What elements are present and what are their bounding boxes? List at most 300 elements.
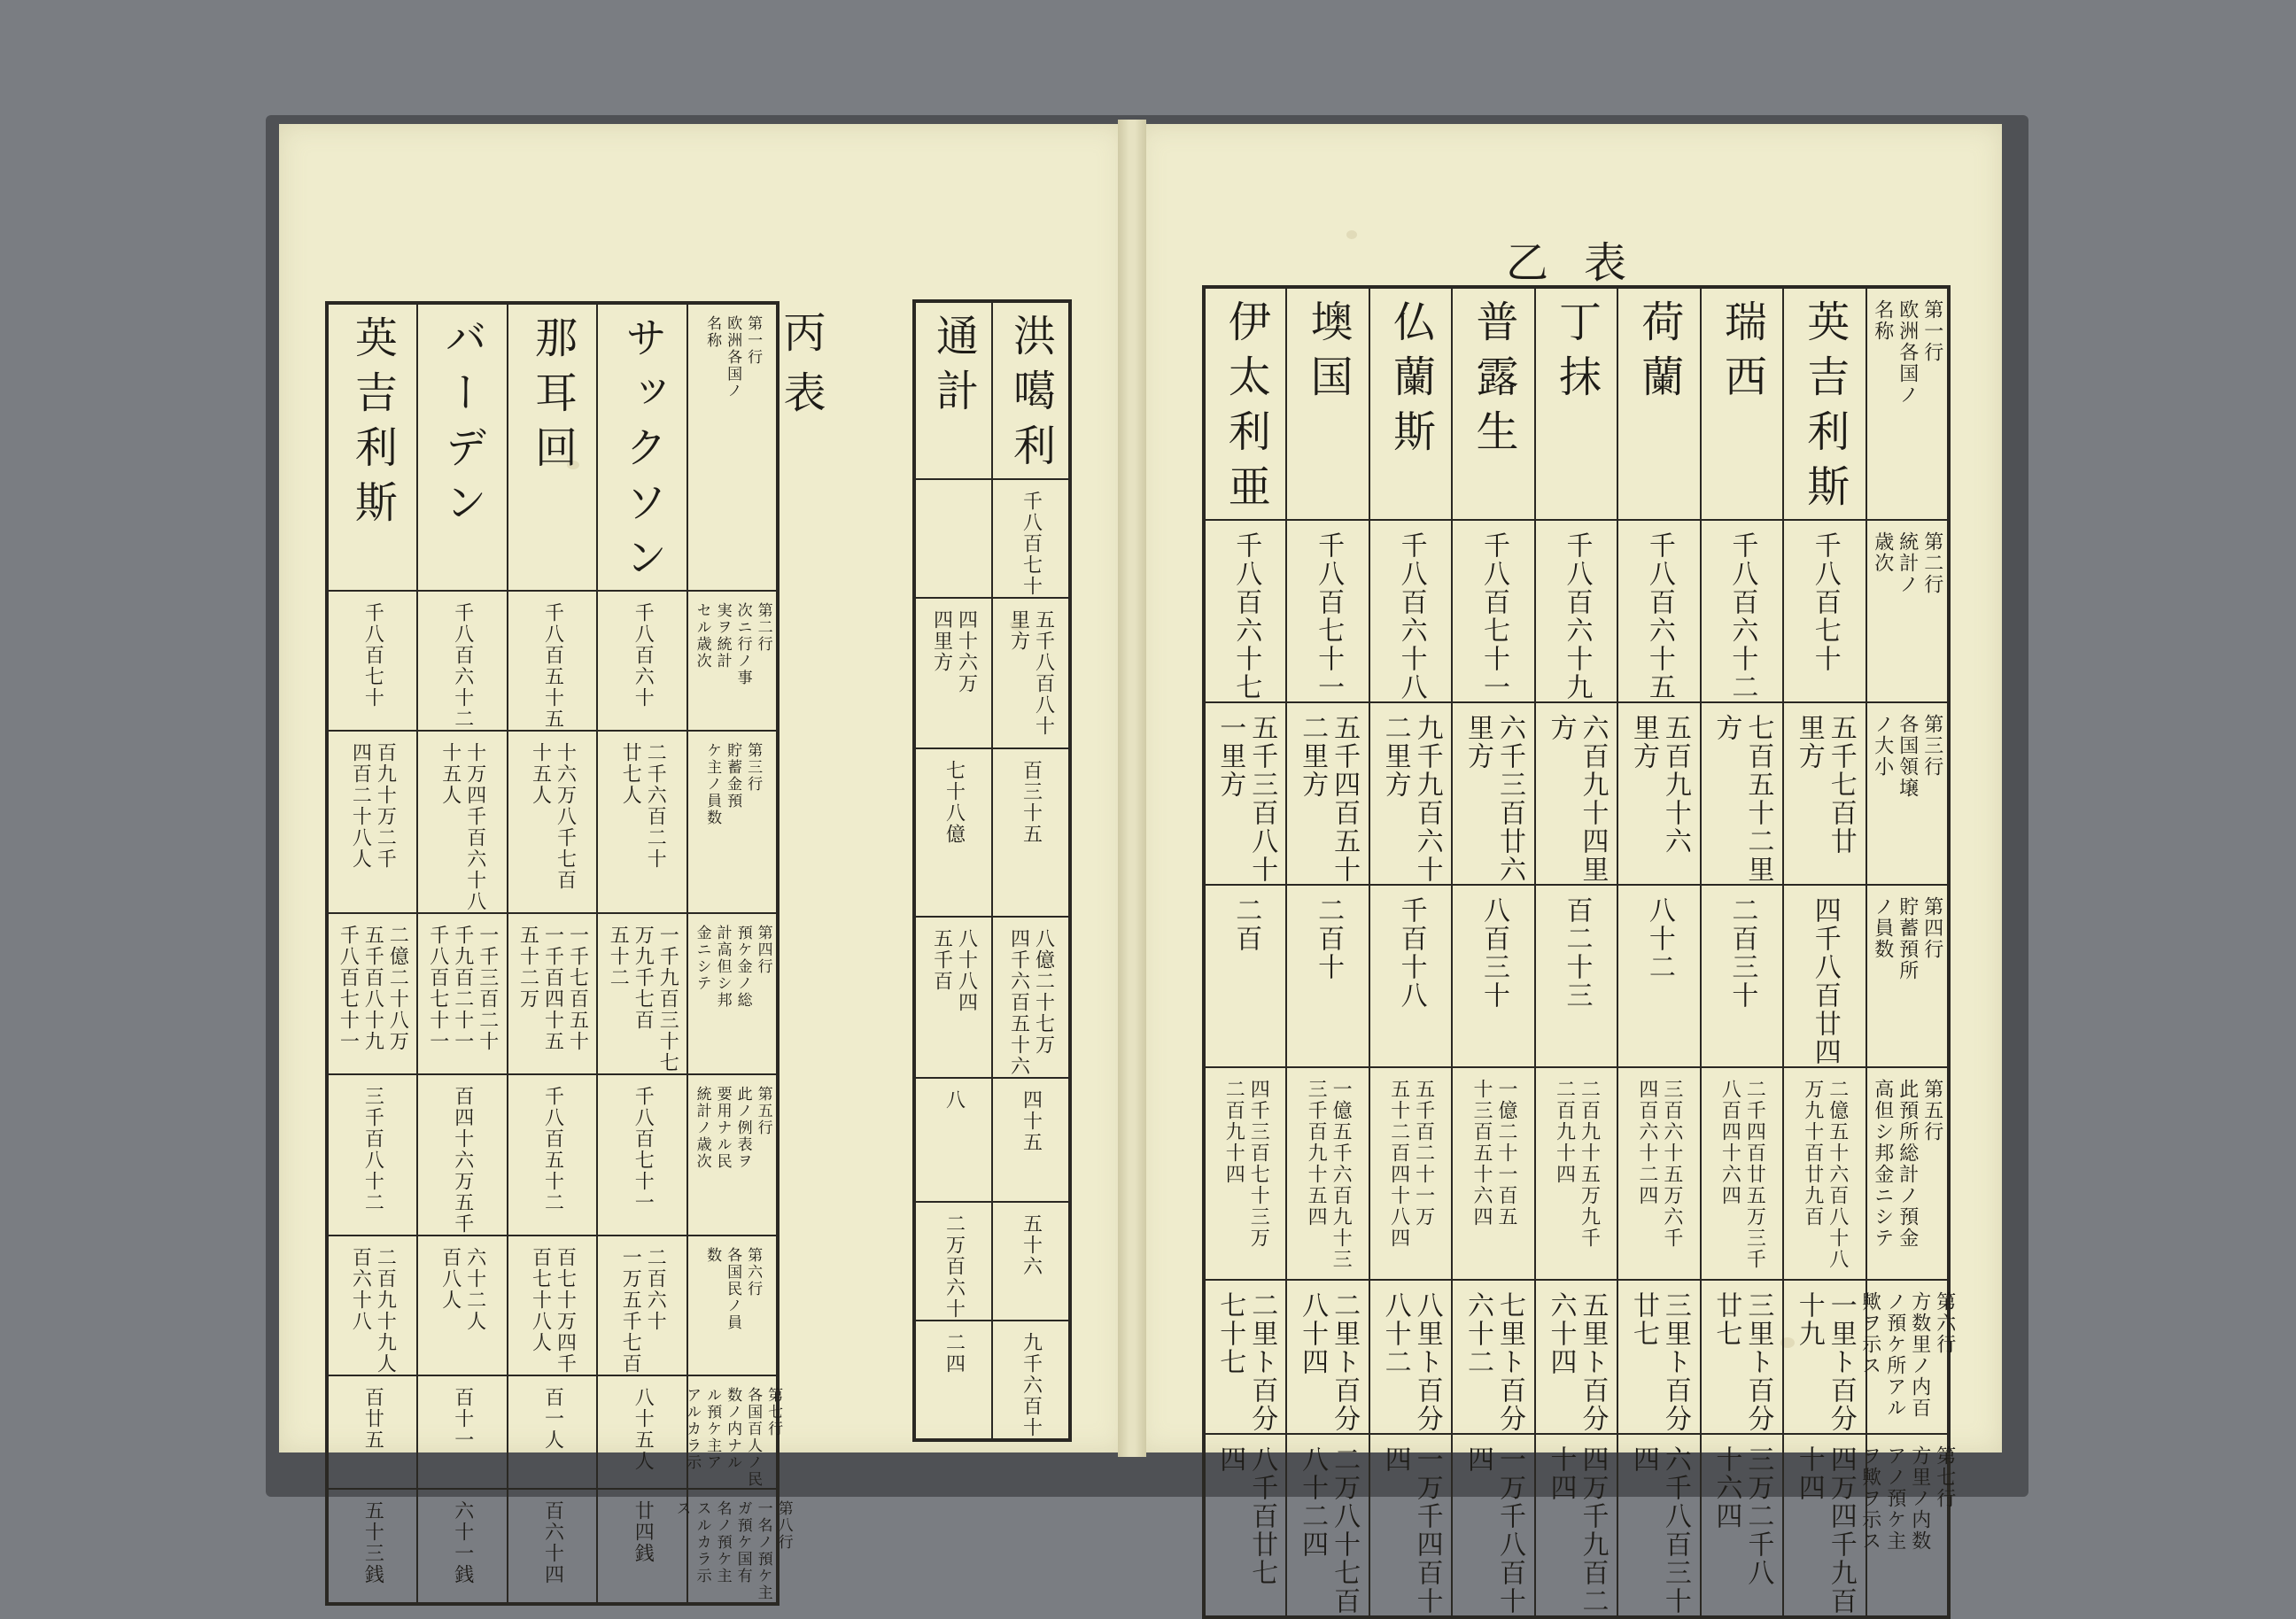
cell-line: 五千七百廿: [1825, 714, 1857, 856]
cell-line: 丁抹: [1551, 299, 1602, 409]
cell-line: 二里ト百分: [1329, 1291, 1361, 1433]
cell-line: 瑞西: [1717, 299, 1767, 409]
data-cell-text: [1702, 521, 1782, 701]
cell-line: 三万二千八: [1742, 1445, 1774, 1587]
cell-line: 通計: [928, 314, 979, 423]
cell-line: 二千四百廿五万三千: [1743, 1079, 1766, 1270]
data-cell: [1617, 1280, 1700, 1434]
data-cell-text: [1536, 886, 1617, 1066]
cell-line: 一千百四十五: [541, 925, 564, 1052]
data-cell: [1286, 520, 1369, 702]
data-cell: [508, 1375, 598, 1489]
cell-line: 百九十万二千: [374, 742, 397, 870]
cell-line: 百三十五: [1020, 760, 1043, 845]
cell-line: 百廿五: [361, 1387, 384, 1451]
data-cell: [327, 913, 417, 1074]
data-cell: [417, 591, 508, 731]
cell-line: 里方: [1793, 714, 1825, 771]
data-cell-text: [1784, 521, 1865, 701]
cell-line: 里方: [1627, 714, 1659, 771]
cell-line: 三百六十五万六千: [1660, 1079, 1683, 1249]
row-header-text: [1858, 1281, 1956, 1433]
data-cell-text: [1453, 521, 1533, 701]
data-cell-text: [1370, 521, 1451, 701]
data-cell: [1286, 702, 1369, 885]
cell-line: 二百: [1230, 896, 1262, 953]
cell-line: 五千八百八十: [1032, 609, 1055, 737]
row-header-text: [1867, 289, 1948, 519]
cell-line: スルカラ示: [693, 1500, 711, 1584]
cell-line: 二億二十八万: [386, 925, 409, 1052]
cell-line: 第三行: [1920, 714, 1943, 778]
row-header: [672, 1489, 793, 1604]
data-cell: [1535, 520, 1617, 702]
data-cell-text: [1453, 289, 1533, 519]
cell-line: 二里ト百分: [1246, 1291, 1278, 1433]
data-cell-text: [1536, 289, 1617, 519]
cell-line: 百七十八人: [529, 1247, 552, 1353]
data-cell: [1204, 287, 1286, 520]
cell-line: 墺国: [1303, 299, 1354, 409]
cell-line: 八十二: [1379, 1291, 1411, 1376]
data-cell-text: [1702, 1281, 1782, 1433]
cell-line: 四千六百五十六: [1007, 928, 1030, 1077]
data-cell-text: [418, 305, 507, 590]
cell-line: 次ニ行ノ事: [733, 602, 752, 686]
row-header-text: [688, 1075, 776, 1235]
cell-line: 三里ト百分: [1659, 1291, 1691, 1433]
hong-cell-text: [993, 1321, 1068, 1438]
data-cell: [1204, 1434, 1286, 1617]
cell-line: 十万四千百六十八: [463, 742, 486, 912]
data-cell: [597, 1074, 687, 1236]
cell-line: 一里方: [1214, 714, 1246, 799]
data-cell-text: [1536, 1281, 1617, 1433]
table-row: [327, 1489, 778, 1604]
data-cell-text: [1536, 703, 1617, 884]
data-cell-text: [418, 1490, 507, 1602]
cell-line: 八里ト百分: [1411, 1291, 1443, 1433]
data-cell: [1535, 1280, 1617, 1434]
cell-line: 百七十万四千: [554, 1247, 577, 1375]
data-cell: [1617, 885, 1700, 1067]
table-row: [1204, 287, 1949, 520]
data-cell: [1286, 1434, 1369, 1617]
data-cell: [1369, 1067, 1452, 1280]
cell-line: 四十五: [1020, 1089, 1043, 1153]
data-cell-text: [598, 592, 686, 730]
data-cell-text: [1287, 703, 1368, 884]
data-cell: [597, 303, 687, 591]
cell-line: 各国百人ノ民: [744, 1387, 763, 1488]
cell-line: 千百十八: [1395, 896, 1427, 1010]
cell-line: 第二行: [1920, 531, 1943, 595]
data-cell-text: [1536, 1435, 1617, 1615]
data-cell: [1617, 520, 1700, 702]
cell-line: 十四: [1793, 1445, 1825, 1502]
hong-cell: [992, 479, 1070, 598]
cell-line: 千八百六十二: [451, 602, 474, 730]
total-cell: [914, 1321, 992, 1440]
data-cell: [1369, 520, 1452, 702]
data-cell-text: [598, 1236, 686, 1375]
table-row: [1204, 702, 1949, 885]
data-cell-text: [1287, 1435, 1368, 1615]
data-cell: [1701, 702, 1783, 885]
total-cell: [914, 1078, 992, 1202]
data-cell: [1701, 1280, 1783, 1434]
cell-line: 第六行: [1933, 1291, 1956, 1355]
data-cell-text: [1702, 289, 1782, 519]
total-cell: [914, 1202, 992, 1321]
data-cell: [1204, 1280, 1286, 1434]
cell-line: 百二十三: [1561, 896, 1593, 1010]
data-cell: [1617, 287, 1700, 520]
data-cell: [327, 1489, 417, 1604]
data-cell-text: [508, 592, 597, 730]
data-cell-text: [1784, 1068, 1865, 1279]
data-cell: [1783, 885, 1866, 1067]
cell-line: 九千九百六十: [1411, 714, 1443, 884]
hong-cell: [992, 598, 1070, 748]
table-hei: [325, 301, 793, 1606]
cell-line: 八十八四: [955, 928, 978, 1013]
cell-line: ケ主ノ員数: [703, 742, 722, 826]
cell-line: 万九十百廿九百: [1801, 1079, 1824, 1228]
cell-line: 各国民ノ員: [724, 1247, 742, 1331]
cell-line: 第二行: [754, 602, 772, 653]
data-cell: [1204, 702, 1286, 885]
data-cell: [1701, 1067, 1783, 1280]
data-cell-text: [1702, 1435, 1782, 1615]
cell-line: 統計ノ: [1896, 531, 1919, 595]
data-cell-text: [1784, 1435, 1865, 1615]
data-cell: [417, 1489, 508, 1604]
data-cell: [508, 1489, 598, 1604]
cell-line: 里方: [1007, 609, 1030, 652]
data-cell: [1204, 520, 1286, 702]
data-cell-text: [1206, 521, 1285, 701]
data-cell-text: [1206, 886, 1285, 1066]
table-title-hei: 丙表: [776, 310, 826, 430]
cell-line: 方: [1710, 714, 1742, 742]
table-row: [1204, 1280, 1949, 1434]
cell-line: 二百六十: [644, 1247, 667, 1332]
cell-line: ガ預ケ国有: [733, 1500, 752, 1584]
data-cell-text: [508, 305, 597, 590]
data-cell-text: [1453, 1068, 1533, 1279]
cell-line: 十六万八千七百: [554, 742, 577, 891]
table-row: [914, 1202, 1070, 1321]
row-header: [687, 303, 778, 591]
data-cell: [1369, 885, 1452, 1067]
data-cell-text: [1206, 289, 1285, 519]
cell-line: 百八人: [438, 1247, 462, 1311]
data-cell: [417, 1375, 508, 1489]
cell-line: 十五人: [529, 742, 552, 806]
data-cell-text: [418, 1236, 507, 1375]
data-cell-text: [418, 592, 507, 730]
cell-line: 五里ト百分: [1577, 1291, 1609, 1433]
cell-line: 二千六百二十: [644, 742, 667, 870]
cell-line: 高但シ邦金ニシテ: [1871, 1079, 1894, 1249]
data-cell: [1369, 702, 1452, 885]
data-cell-text: [1370, 289, 1451, 519]
data-cell: [1452, 287, 1534, 520]
data-cell: [508, 1074, 598, 1236]
cell-line: 二百九十五万九千: [1578, 1079, 1601, 1249]
cell-line: 計高但シ邦: [713, 925, 732, 1009]
row-header: [683, 1375, 783, 1489]
cell-line: 十六四: [1710, 1445, 1742, 1530]
cell-line: 数: [703, 1247, 722, 1264]
cell-line: 伊太利亜: [1221, 299, 1271, 519]
cell-line: 三千百九十五四: [1305, 1079, 1328, 1228]
data-cell-text: [1618, 703, 1699, 884]
cell-line: 万九千七百: [632, 925, 655, 1031]
cell-line: 仏蘭斯: [1385, 299, 1436, 464]
data-cell-text: [1287, 521, 1368, 701]
data-cell-text: [598, 305, 686, 590]
cell-line: 五十二百四十八四: [1387, 1079, 1410, 1249]
cell-line: 千八百六十: [632, 602, 655, 709]
data-cell: [597, 731, 687, 913]
data-cell-text: [1453, 886, 1533, 1066]
cell-line: ノ員数: [1871, 896, 1894, 960]
cell-line: ス: [672, 1500, 691, 1517]
data-cell: [1701, 885, 1783, 1067]
cell-line: 十九: [1793, 1291, 1825, 1348]
cell-line: 七里ト百分: [1494, 1291, 1526, 1433]
cell-line: 八: [942, 1089, 966, 1111]
data-cell-text: [1370, 1435, 1451, 1615]
cell-line: 廿七: [1627, 1291, 1659, 1348]
cell-line: 五千四百五十: [1329, 714, 1361, 884]
cell-line: 七十八億: [942, 760, 966, 845]
data-cell-text: [1453, 1435, 1533, 1615]
cell-line: 三千百八十二: [361, 1086, 384, 1213]
table-row: [327, 591, 778, 731]
total-cell-text: [916, 1203, 991, 1320]
data-cell: [1617, 1067, 1700, 1280]
cell-line: 二百十: [1313, 896, 1345, 981]
data-cell: [1783, 520, 1866, 702]
total-cell-text: [916, 1079, 991, 1201]
row-header: [1866, 1067, 1950, 1280]
cell-line: 第一行: [1920, 299, 1943, 363]
cell-line: 六千八百三十: [1659, 1445, 1691, 1615]
table-row: [914, 301, 1070, 479]
cell-line: 千八百五十五: [541, 602, 564, 730]
cell-line: 六十四: [1545, 1291, 1577, 1376]
table-row: [1204, 1067, 1949, 1280]
cell-line: 十四: [1545, 1445, 1577, 1502]
data-cell-text: [1206, 1435, 1285, 1615]
cell-line: 要用ナル民: [713, 1086, 732, 1170]
cell-line: 名ノ預ケ主: [713, 1500, 732, 1584]
cell-line: 千八百六十二: [1726, 531, 1758, 701]
table-row: [327, 303, 778, 591]
data-cell: [597, 1375, 687, 1489]
cell-line: ノ預ケ所アル: [1883, 1291, 1906, 1419]
cell-line: 貯蓄金預: [724, 742, 742, 810]
cell-line: 六十二: [1462, 1291, 1494, 1376]
data-cell-text: [1536, 1068, 1617, 1279]
data-cell: [1452, 1434, 1534, 1617]
data-cell-text: [329, 1075, 416, 1235]
cell-line: 六千三百廿六: [1494, 714, 1526, 884]
cell-line: 四万千九百二: [1577, 1445, 1609, 1615]
cell-line: アノ預ケ主: [1883, 1445, 1906, 1552]
cell-line: 欧洲各国ノ: [724, 315, 742, 399]
cell-line: 千九百二十一: [451, 925, 474, 1052]
row-header-text: [1867, 521, 1948, 701]
cell-line: 第一行: [744, 315, 763, 366]
data-cell: [1617, 702, 1700, 885]
cell-line: 普露生: [1469, 299, 1519, 464]
cell-line: 八十四: [1297, 1291, 1329, 1376]
data-cell: [508, 591, 598, 731]
cell-line: 方数里ノ内百: [1908, 1291, 1931, 1419]
hong-cell: [992, 748, 1070, 917]
row-header-text: [688, 914, 776, 1073]
data-cell-text: [1618, 1435, 1699, 1615]
table-row: [327, 731, 778, 913]
cell-line: 第六行: [744, 1247, 763, 1298]
cell-line: 各国領壌: [1896, 714, 1919, 799]
cell-line: 千八百六十八: [1395, 531, 1427, 701]
data-cell-text: [1618, 289, 1699, 519]
table-row: [1204, 885, 1949, 1067]
row-header-text: [1858, 1435, 1956, 1615]
cell-line: 四: [1462, 1445, 1494, 1474]
data-cell: [1286, 885, 1369, 1067]
cell-line: 千八百七十一: [337, 925, 360, 1052]
cell-line: 五十二万: [516, 925, 539, 1010]
data-cell: [1452, 520, 1534, 702]
cell-line: 千八百七十: [1020, 491, 1043, 597]
cell-line: 第七行: [1933, 1445, 1956, 1509]
data-cell: [1535, 287, 1617, 520]
row-header: [1866, 520, 1950, 702]
cell-line: 五千百八十九: [361, 925, 384, 1052]
data-cell-text: [418, 1075, 507, 1235]
cell-line: 一名ノ預ケ主: [754, 1500, 772, 1601]
total-cell: [914, 917, 992, 1078]
data-cell: [508, 913, 598, 1074]
data-cell: [508, 1236, 598, 1375]
data-cell-text: [508, 1376, 597, 1488]
table-row: [327, 1236, 778, 1375]
hong-cell: [992, 1078, 1070, 1202]
data-cell-text: [329, 914, 416, 1073]
cell-line: 第四行: [754, 925, 772, 975]
data-cell: [597, 913, 687, 1074]
cell-line: 二億五十六百八十八: [1826, 1079, 1849, 1270]
row-header-text: [1867, 703, 1948, 884]
hong-cell-text: [993, 918, 1068, 1077]
data-cell-text: [598, 1075, 686, 1235]
data-cell: [1701, 287, 1783, 520]
cell-line: 名称: [1871, 299, 1894, 342]
data-cell: [1701, 520, 1783, 702]
data-cell-text: [1784, 289, 1865, 519]
data-cell: [1452, 885, 1534, 1067]
data-cell-text: [598, 1376, 686, 1488]
cell-line: 二四: [942, 1332, 966, 1375]
data-cell: [1535, 702, 1617, 885]
cell-line: 四万四千九百: [1825, 1445, 1857, 1615]
row-header: [1858, 1434, 1956, 1617]
data-cell-text: [1370, 1068, 1451, 1279]
data-cell-text: [418, 914, 507, 1073]
data-cell: [327, 1074, 417, 1236]
total-cell-text: [916, 918, 991, 1077]
data-cell-text: [1702, 703, 1782, 884]
row-header: [687, 913, 778, 1074]
hong-cell: [992, 917, 1070, 1078]
cell-line: 七百五十二里: [1742, 714, 1774, 884]
cell-line: 百四十六万五千: [451, 1086, 474, 1235]
data-cell-text: [1536, 521, 1617, 701]
cell-line: 一万五千七百: [619, 1247, 642, 1375]
data-cell-text: [418, 1376, 507, 1488]
cell-line: 一千九百三十七: [656, 925, 679, 1073]
table-row: [914, 917, 1070, 1078]
cell-line: 四十六万: [955, 609, 978, 694]
row-header-text: [688, 732, 776, 912]
data-cell: [1369, 1434, 1452, 1617]
row-header-text: [688, 305, 776, 590]
hong-cell: [992, 1321, 1070, 1440]
data-cell: [417, 1236, 508, 1375]
cell-line: 八十五人: [632, 1387, 655, 1472]
data-cell: [1286, 287, 1369, 520]
data-cell-text: [1370, 703, 1451, 884]
cell-line: 第八行: [774, 1500, 793, 1551]
cell-line: 八十二四: [1297, 1445, 1329, 1559]
data-cell-text: [1453, 1281, 1533, 1433]
cell-line: 四百六十二四: [1635, 1079, 1658, 1206]
total-cell-text: [916, 599, 991, 748]
cell-line: 里方: [1462, 714, 1494, 771]
data-cell: [327, 1375, 417, 1489]
cell-line: 廿七人: [619, 742, 642, 806]
cell-line: 九千六百十: [1020, 1332, 1043, 1438]
row-header: [1866, 885, 1950, 1067]
data-cell: [1783, 287, 1866, 520]
cell-line: 二里方: [1297, 714, 1329, 799]
table-row: [327, 913, 778, 1074]
data-cell: [327, 1236, 417, 1375]
data-cell-text: [329, 1376, 416, 1488]
data-cell: [508, 731, 598, 913]
cell-line: 此ノ例表ヲ: [733, 1086, 752, 1170]
cell-line: 千八百五十二: [541, 1086, 564, 1213]
cell-line: 方里ノ内数: [1908, 1445, 1931, 1552]
cell-line: 二万百六十: [942, 1213, 966, 1320]
data-cell: [1369, 287, 1452, 520]
cell-line: 百一人: [541, 1387, 564, 1451]
data-cell-text: [1287, 886, 1368, 1066]
data-cell: [1783, 1280, 1866, 1434]
cell-line: ヲ歟ヲ示ス: [1858, 1445, 1881, 1552]
cell-line: 廿四銭: [632, 1500, 655, 1564]
cell-line: 名称: [703, 315, 722, 349]
data-cell-text: [1206, 1068, 1285, 1279]
cell-line: 荷蘭: [1633, 299, 1684, 409]
cell-line: 八千百廿七: [1246, 1445, 1278, 1587]
